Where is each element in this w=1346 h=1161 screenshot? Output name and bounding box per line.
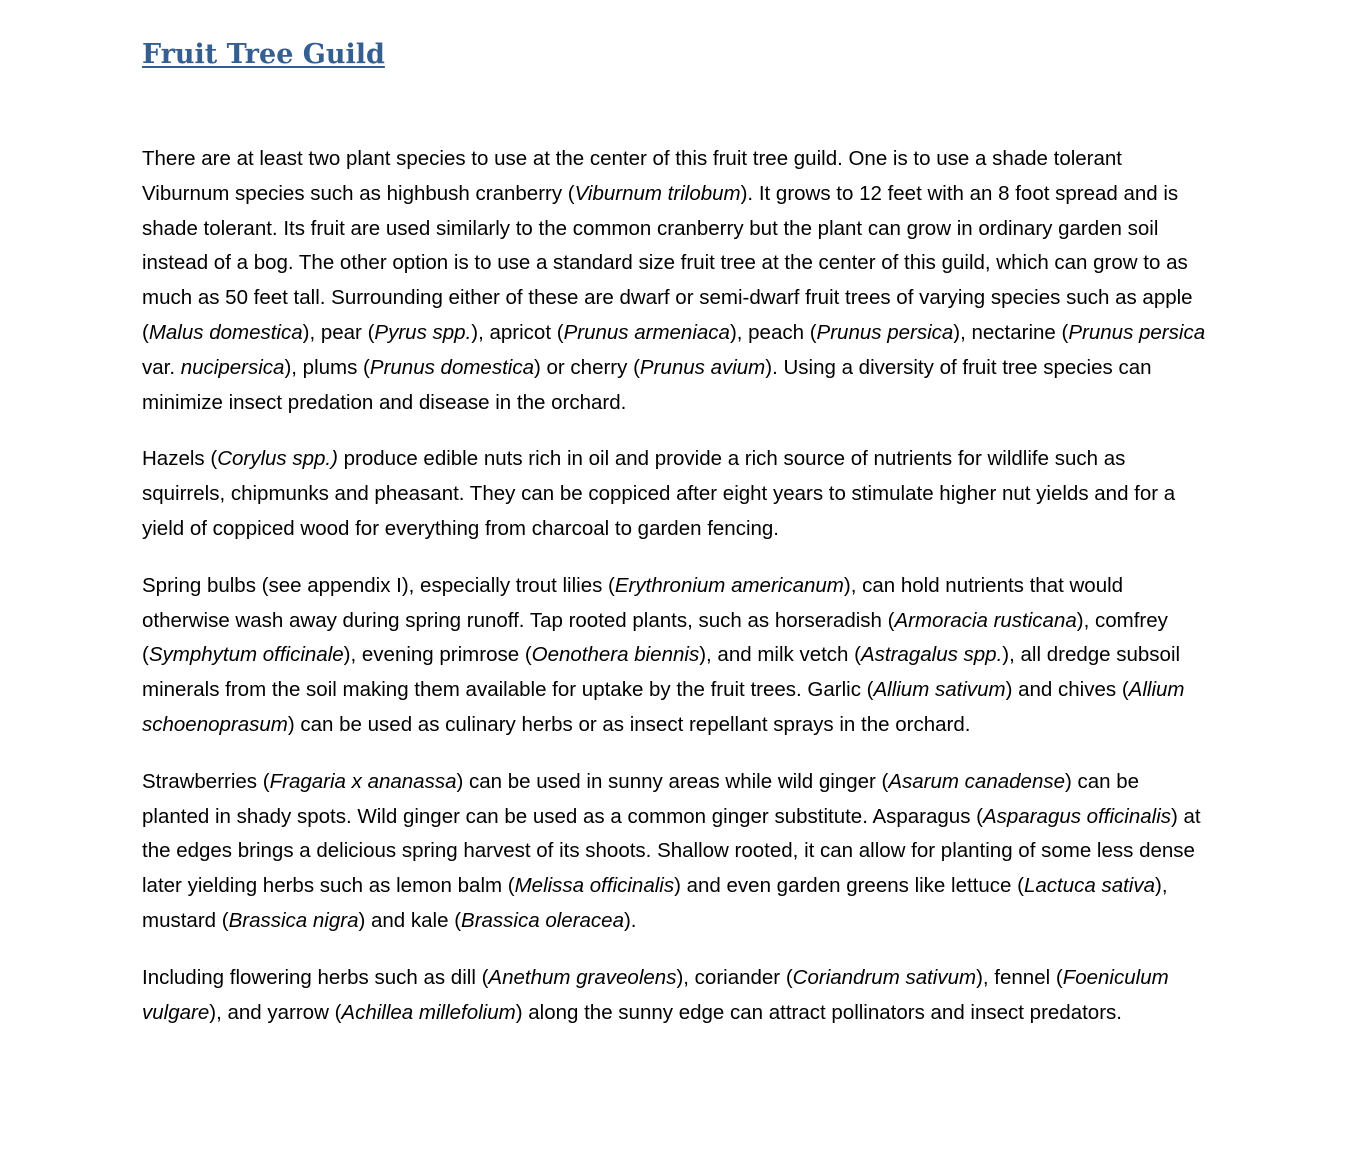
text-run: ), all dredge subsoil minerals from the soil making them available for uptake by the fruit trees. Garlic (: [142, 643, 1181, 702]
text-run: Hazels (: [142, 447, 218, 471]
text-run: ) and chives (: [1005, 678, 1129, 702]
species-name: Anethum graveolens: [488, 965, 677, 989]
text-run: Including flowering herbs such as dill (: [142, 965, 489, 989]
species-name: Prunus persica: [816, 320, 954, 344]
species-name: Asarum canadense: [888, 769, 1065, 793]
species-name: Fragaria x ananassa: [269, 769, 457, 793]
species-name: Pyrus spp.: [374, 320, 472, 344]
page-title: Fruit Tree Guild: [142, 39, 385, 70]
text-run: ), mustard (: [142, 874, 1168, 932]
species-name: Astragalus spp.: [860, 643, 1003, 667]
species-name: Symphytum officinale: [148, 643, 344, 667]
text-run: ). Using a diversity of fruit tree species can minimize insect predation and disease in the orchard.: [142, 355, 1152, 414]
text-run: ), peach (: [729, 320, 817, 344]
text-run: ), plums (: [284, 355, 370, 379]
text-run: ) or cherry (: [533, 355, 640, 379]
text-run: Spring bulbs (see appendix I), especially trout lilies (: [142, 573, 615, 597]
text-run: ), comfrey (: [142, 608, 1168, 667]
paragraph-center-species: [142, 142, 1208, 420]
text-run: var.: [142, 355, 181, 379]
text-run: ), and milk vetch (: [699, 643, 861, 667]
species-name: Brassica nigra: [228, 908, 359, 932]
species-name: Melissa officinalis: [514, 874, 675, 898]
text-run: ), fennel (: [976, 965, 1063, 989]
text-run: ) can be used as culinary herbs or as insect repellant sprays in the orchard.: [287, 712, 971, 736]
text-run: ), pear (: [302, 320, 375, 344]
species-name: Prunus persica: [1068, 320, 1206, 344]
text-run: ) can be planted in shady spots. Wild ginger can be used as a common ginger substitute. Asparagus (: [142, 769, 1140, 828]
text-run: ), coriander (: [676, 965, 793, 989]
paragraph-spring-bulbs: [142, 569, 1208, 743]
text-run: produce edible nuts rich in oil and provide a rich source of nutrients for wildlife such as squirrels, chipmunks and pheasant. They can be coppiced after eight years to stimulate higher nut yields and for a yield of coppiced wood for everything from charcoal to garden fencing.: [142, 447, 1176, 540]
text-run: ), evening primrose (: [343, 643, 532, 667]
species-name: Prunus avium: [639, 355, 766, 379]
text-run: ), nectarine (: [953, 320, 1069, 344]
species-name: Allium schoenoprasum: [142, 678, 1185, 736]
text-run: ). It grows to 12 feet with an 8 foot spread and is shade tolerant. Its fruit are used similarly to the common cranberry but the plant can grow in ordinary garden soil instead of a bog. The other option is to use a standard size fruit tree at the center of this guild, which can grow to as much as 50 feet tall. Surrounding either of these are dwarf or semi-dwarf fruit trees of varying species such as apple (: [142, 181, 1193, 344]
species-name: Corylus spp.): [217, 447, 338, 471]
species-name: Malus domestica: [148, 320, 303, 344]
text-run: ).: [623, 908, 637, 932]
species-name: Brassica oleracea: [461, 908, 624, 932]
species-name: Coriandrum sativum: [792, 965, 977, 989]
species-name: Achillea millefolium: [341, 1000, 516, 1024]
document-body: [142, 142, 1208, 1030]
paragraph-hazels: [142, 442, 1208, 546]
species-name: Allium sativum: [873, 678, 1006, 702]
species-name: Prunus domestica: [369, 355, 534, 379]
paragraph-strawberries: [142, 765, 1208, 939]
paragraph-flowering-herbs: [142, 961, 1208, 1031]
text-run: ) along the sunny edge can attract pollinators and insect predators.: [515, 1000, 1122, 1024]
text-run: ) at the edges brings a delicious spring harvest of its shoots. Shallow rooted, it can allow for planting of some less dense later yielding herbs such as lemon balm (: [142, 804, 1201, 898]
species-name: Prunus armeniaca: [563, 320, 730, 344]
species-name: Erythronium americanum: [614, 573, 844, 597]
text-run: ) and even garden greens like lettuce (: [674, 874, 1024, 898]
document-page: [142, 0, 1208, 1052]
text-run: ) can be used in sunny areas while wild ginger (: [456, 769, 889, 793]
text-run: ) and kale (: [358, 908, 462, 932]
species-name: Viburnum trilobum: [574, 181, 741, 205]
species-name: Foeniculum vulgare: [142, 965, 1169, 1024]
species-name: Oenothera biennis: [531, 643, 700, 667]
species-name: Asparagus officinalis: [982, 804, 1171, 828]
text-run: Strawberries (: [142, 769, 270, 793]
text-run: ), can hold nutrients that would otherwise wash away during spring runoff. Tap rooted plants, such as horseradish (: [142, 573, 1124, 632]
text-run: There are at least two plant species to use at the center of this fruit tree guild. One is to use a shade tolerant Viburnum species such as highbush cranberry (: [142, 147, 1122, 205]
text-run: ), apricot (: [471, 320, 564, 344]
text-run: ), and yarrow (: [209, 1000, 342, 1024]
species-name: nucipersica: [180, 355, 285, 379]
species-name: Armoracia rusticana: [894, 608, 1077, 632]
species-name: Lactuca sativa: [1023, 874, 1156, 898]
